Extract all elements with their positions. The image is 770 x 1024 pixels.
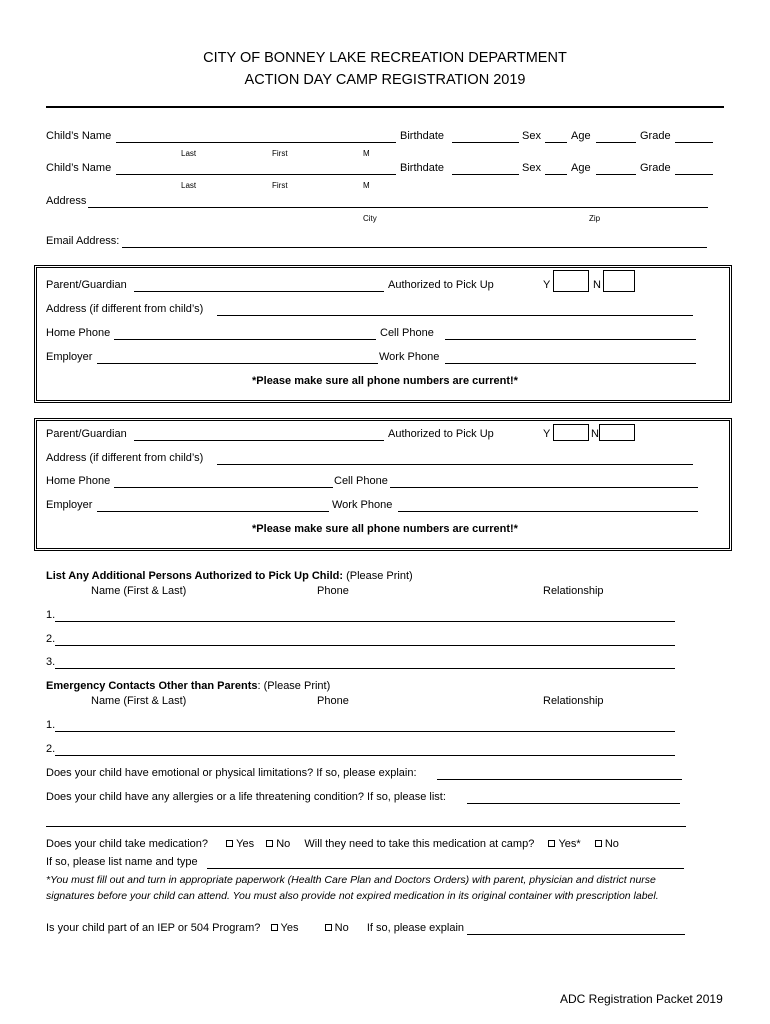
medication-notice-line1: *You must fill out and turn in appropriate paperwork (Health Care Plan and Doctors Orders) with parent, physician and district nurse (46, 874, 656, 886)
emergency-heading (46, 680, 330, 692)
additional-col-phone: Phone (317, 585, 349, 597)
guardian2-cell-phone-label: Cell Phone (334, 475, 388, 487)
allergies-label: Does your child have any allergies or a life threatening condition? If so, please list: (46, 791, 446, 803)
child2-first-caption: First (272, 181, 288, 190)
child1-first-caption: First (272, 149, 288, 158)
email-label: Email Address: (46, 235, 120, 247)
child1-name-field[interactable] (116, 142, 396, 143)
footer-packet-label: ADC Registration Packet 2019 (560, 992, 723, 1006)
additional-row-3-field[interactable] (55, 668, 675, 669)
child2-sex-field[interactable] (545, 174, 567, 175)
child1-birthdate-field[interactable] (452, 142, 519, 143)
emergency-heading-text: Emergency Contacts Other than Parents (46, 680, 258, 692)
iep-yes-checkbox[interactable] (271, 924, 278, 931)
camp-medication-yes-label: Yes* (558, 838, 581, 850)
email-field[interactable] (122, 247, 707, 248)
guardian1-yes-checkbox[interactable] (553, 270, 589, 292)
child2-last-caption: Last (181, 181, 197, 190)
header-divider (46, 106, 724, 108)
medication-no-checkbox[interactable] (266, 840, 273, 847)
guardian2-home-phone-field[interactable] (114, 487, 333, 488)
guardian1-authorized-label: Authorized to Pick Up (388, 279, 494, 291)
iep-row (46, 922, 464, 934)
guardian1-address-label: Address (if different from child’s) (46, 303, 204, 315)
child1-last-caption: Last (181, 149, 197, 158)
guardian1-notice: *Please make sure all phone numbers are current!* (252, 375, 518, 387)
guardian1-employer-label: Employer (46, 351, 93, 363)
guardian2-cell-phone-field[interactable] (390, 487, 698, 488)
guardian2-yes-label: Y (543, 428, 551, 440)
medication-yes-checkbox[interactable] (226, 840, 233, 847)
guardian2-no-label: N (591, 428, 599, 440)
city-caption: City (363, 214, 377, 223)
emergency-row-1-field[interactable] (55, 731, 675, 732)
medication-list-field[interactable] (207, 868, 684, 869)
child2-age-field[interactable] (596, 174, 636, 175)
additional-heading-suffix: (Please Print) (343, 570, 413, 582)
form-title-line1: CITY OF BONNEY LAKE RECREATION DEPARTMENT (203, 50, 567, 66)
medication-label: Does your child take medication? (46, 838, 209, 850)
guardian1-work-phone-field[interactable] (445, 363, 696, 364)
medication-row (46, 838, 619, 850)
child1-age-label: Age (571, 130, 591, 142)
additional-col-name: Name (First & Last) (91, 585, 187, 597)
guardian2-address-field[interactable] (217, 464, 693, 465)
child1-mi-caption: M (363, 149, 370, 158)
child2-grade-field[interactable] (675, 174, 713, 175)
camp-medication-no-label: No (604, 838, 619, 850)
guardian2-notice: *Please make sure all phone numbers are current!* (252, 523, 518, 535)
guardian2-no-checkbox[interactable] (599, 424, 635, 441)
limitations-field[interactable] (437, 779, 682, 780)
camp-medication-no-checkbox[interactable] (595, 840, 602, 847)
additional-heading (46, 570, 413, 582)
emergency-row-1-number: 1. (46, 719, 56, 731)
guardian1-cell-phone-label: Cell Phone (380, 327, 434, 339)
iep-yes-label: Yes (280, 922, 299, 934)
guardian2-parent-label: Parent/Guardian (46, 428, 127, 440)
child2-sex-label: Sex (522, 162, 541, 174)
iep-no-checkbox[interactable] (325, 924, 332, 931)
guardian2-home-phone-label: Home Phone (46, 475, 111, 487)
guardian1-no-checkbox[interactable] (603, 270, 635, 292)
child2-name-field[interactable] (116, 174, 396, 175)
child1-age-field[interactable] (596, 142, 636, 143)
emergency-heading-suffix: : (Please Print) (257, 680, 331, 692)
child1-sex-field[interactable] (545, 142, 567, 143)
guardian1-parent-field[interactable] (134, 291, 384, 292)
child1-birthdate-label: Birthdate (400, 130, 445, 142)
additional-row-2-number: 2. (46, 633, 56, 645)
guardian2-employer-label: Employer (46, 499, 93, 511)
guardian2-yes-checkbox[interactable] (553, 424, 589, 441)
guardian2-parent-field[interactable] (134, 440, 384, 441)
guardian1-yes-label: Y (543, 279, 551, 291)
guardian2-address-label: Address (if different from child’s) (46, 452, 204, 464)
child1-name-label: Child’s Name (46, 130, 112, 142)
additional-row-1-field[interactable] (55, 621, 675, 622)
iep-explain-label: If so, please explain (366, 922, 465, 934)
additional-row-3-number: 3. (46, 656, 56, 668)
guardian2-work-phone-label: Work Phone (332, 499, 393, 511)
guardian1-address-field[interactable] (217, 315, 693, 316)
guardian1-employer-field[interactable] (97, 363, 378, 364)
guardian2-authorized-label: Authorized to Pick Up (388, 428, 494, 440)
child2-mi-caption: M (363, 181, 370, 190)
iep-label: Is your child part of an IEP or 504 Program? (46, 922, 261, 934)
iep-explain-field[interactable] (467, 934, 685, 935)
camp-medication-label: Will they need to take this medication at camp? (304, 838, 535, 850)
guardian1-home-phone-field[interactable] (114, 339, 376, 340)
medication-notice-line2: signatures before your child can attend. You must also provide not expired medication in its original container with prescription label. (46, 890, 659, 902)
additional-heading-text: List Any Additional Persons Authorized to Pick Up Child: (46, 570, 344, 582)
form-title-line2: ACTION DAY CAMP REGISTRATION 2019 (244, 72, 526, 88)
address-label: Address (46, 195, 87, 207)
emergency-row-2-number: 2. (46, 743, 56, 755)
emergency-col-phone: Phone (317, 695, 349, 707)
limitations-label: Does your child have emotional or physical limitations? If so, please explain: (46, 767, 417, 779)
child2-birthdate-label: Birthdate (400, 162, 445, 174)
emergency-row-2-field[interactable] (55, 755, 675, 756)
additional-row-1-number: 1. (46, 609, 56, 621)
camp-medication-yes-checkbox[interactable] (548, 840, 555, 847)
guardian2-employer-field[interactable] (97, 511, 329, 512)
emergency-col-name: Name (First & Last) (91, 695, 187, 707)
iep-no-label: No (334, 922, 349, 934)
child1-grade-label: Grade (640, 130, 671, 142)
allergies-field[interactable] (467, 803, 680, 804)
guardian1-work-phone-label: Work Phone (379, 351, 440, 363)
address-field[interactable] (88, 207, 708, 208)
medication-no-label: No (276, 838, 291, 850)
guardian1-parent-label: Parent/Guardian (46, 279, 127, 291)
guardian1-no-label: N (593, 279, 601, 291)
child1-sex-label: Sex (522, 130, 541, 142)
additional-col-relationship: Relationship (543, 585, 604, 597)
zip-caption: Zip (589, 214, 601, 223)
child2-name-label: Child’s Name (46, 162, 112, 174)
guardian2-work-phone-field[interactable] (398, 511, 698, 512)
child2-grade-label: Grade (640, 162, 671, 174)
child2-age-label: Age (571, 162, 591, 174)
emergency-col-relationship: Relationship (543, 695, 604, 707)
child1-grade-field[interactable] (675, 142, 713, 143)
allergies-field-line2[interactable] (46, 826, 686, 827)
guardian1-cell-phone-field[interactable] (445, 339, 696, 340)
guardian1-home-phone-label: Home Phone (46, 327, 111, 339)
child2-birthdate-field[interactable] (452, 174, 519, 175)
medication-yes-label: Yes (236, 838, 255, 850)
medication-list-label: If so, please list name and type (46, 856, 198, 868)
additional-row-2-field[interactable] (55, 645, 675, 646)
